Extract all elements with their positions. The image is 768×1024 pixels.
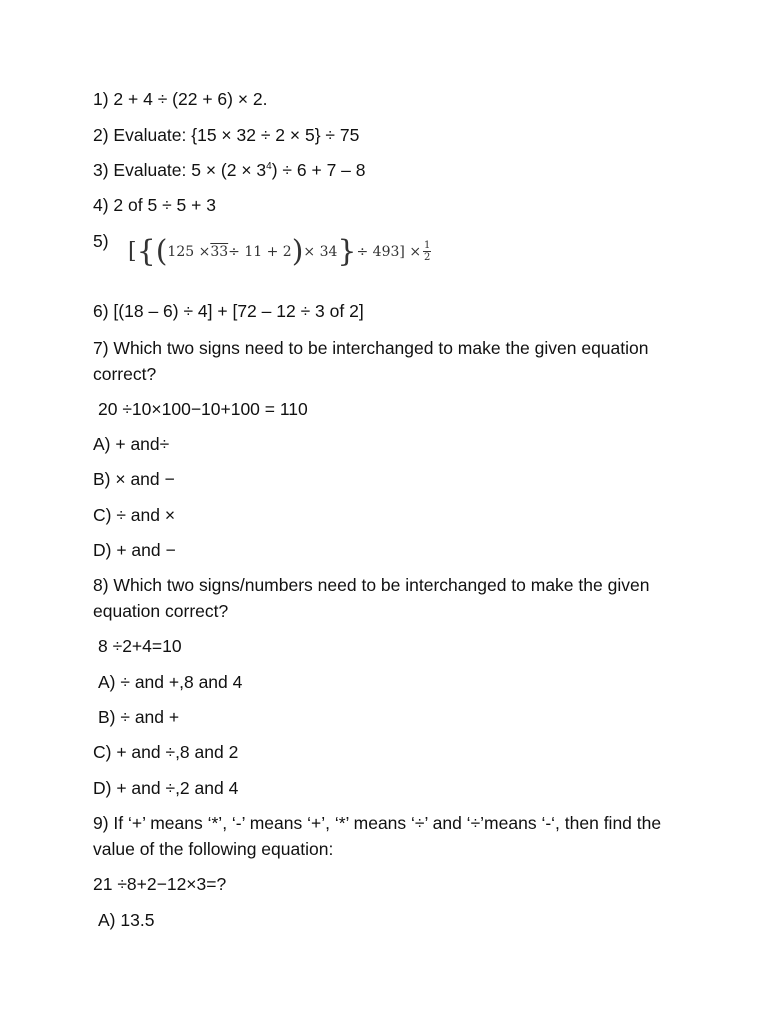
question-5-label: 5) [93, 231, 109, 251]
question-7-option-a: A) + and÷ [93, 434, 170, 454]
math-fraction [423, 240, 431, 263]
question-6: 6) [(18 – 6) ÷ 4] + [72 – 12 ÷ 3 of 2] [93, 301, 364, 321]
math-term-e: ÷ 493] × [356, 243, 422, 260]
math-term-a: 125 × [167, 243, 211, 260]
question-3-exponent: 4 [266, 161, 272, 172]
question-8-option-d: D) + and ÷,2 and 4 [93, 778, 239, 798]
question-5-math-image [128, 234, 431, 270]
question-4: 4) 2 of 5 ÷ 5 + 3 [93, 195, 216, 215]
question-9-equation: 21 ÷8+2−12×3=? [93, 874, 227, 894]
question-8-option-b: B) ÷ and + [98, 707, 180, 727]
question-8-option-c: C) + and ÷,8 and 2 [93, 742, 239, 762]
question-8-equation: 8 ÷2+4=10 [98, 636, 182, 656]
math-close-brace: } [337, 234, 357, 269]
fraction-numerator: 1 [424, 240, 431, 251]
question-3-text: 3) Evaluate: 5 × (2 × 3 [93, 160, 267, 180]
question-7: 7) Which two signs need to be interchanged to make the given equation correct? [93, 338, 649, 384]
question-7-option-b: B) × and − [93, 469, 175, 489]
question-8: 8) Which two signs/numbers need to be interchanged to make the given equation correct? [93, 575, 650, 621]
question-9-option-a: A) 13.5 [98, 910, 155, 930]
math-term-overline: 33 [210, 243, 229, 260]
math-term-d: × 34 [303, 243, 338, 260]
fraction-denominator: 2 [424, 252, 431, 263]
question-9: 9) If ‘+’ means ‘*’, ‘-’ means ‘+’, ‘*’ means ‘÷’ and ‘÷’means ‘-‘, then find the value of the following equation: [93, 813, 662, 859]
question-7-option-c: C) ÷ and × [93, 505, 176, 525]
question-8-option-a: A) ÷ and +,8 and 4 [98, 672, 243, 692]
math-open-bracket: [ [128, 239, 137, 264]
question-2: 2) Evaluate: {15 × 32 ÷ 2 × 5} ÷ 75 [93, 125, 360, 145]
question-1: 1) 2 + 4 ÷ (22 + 6) × 2. [93, 89, 268, 109]
question-3 [93, 157, 366, 183]
question-7-equation: 20 ÷10×100−10+100 = 110 [98, 399, 308, 419]
math-term-c: ÷ 11 + 2 [228, 243, 292, 260]
math-open-paren: ( [155, 234, 168, 269]
math-open-brace: { [136, 234, 156, 269]
question-3-text-end: ) ÷ 6 + 7 – 8 [271, 160, 366, 180]
math-close-paren: ) [291, 234, 304, 269]
question-7-option-d: D) + and − [93, 540, 176, 560]
